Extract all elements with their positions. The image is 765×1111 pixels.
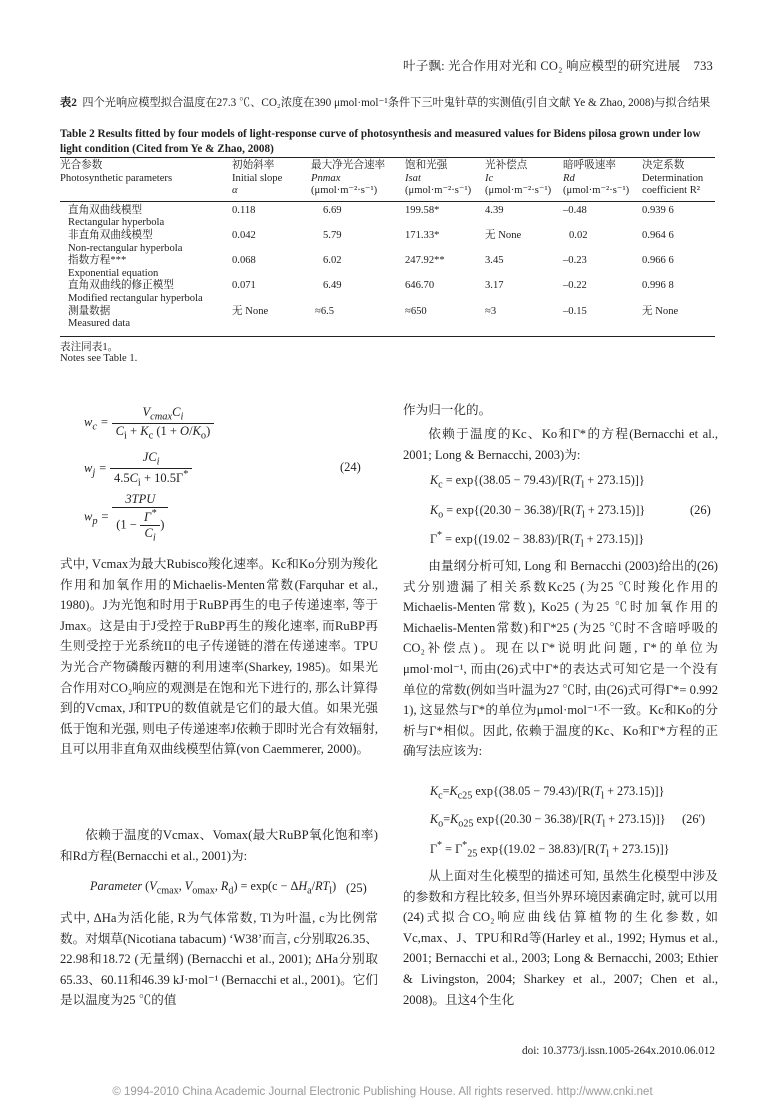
equation-kc-corrected: $K_c=K_{c25}$ $\exp\{(38.05 - 79.43)/[R(T_l + 273.15)]\}$	[430, 784, 665, 802]
right-paragraph-0: 作为归一化的。	[403, 403, 492, 417]
left-paragraph-3: 式中, ΔHa为活化能, R为气体常数, Tl为叶温, c为比例常数。对烟草(Nicotiana tabacum) ‘W38’而言, c分别取26.35、22.98和18.72 (无量纲) (Bernacchi et al., 2001); ΔHa分别取65.33、60.11和46.39 kJ·mol⁻¹ (Bernacchi et al., 2001)。它们是以温度为25 ℃的值	[60, 911, 378, 1008]
table-row: 直角双曲线模型 Rectangular hyperbola 0.118 6.69 199.58* 4.39 –0.48 0.939 6	[68, 204, 674, 229]
equation-26-number: (26)	[690, 503, 711, 517]
equation-kc: $K_c = \exp\{(38.05 - 79.43)/[R(T_l + 273.15)]\}$	[430, 473, 645, 491]
table-row: 非直角双曲线模型 Non-rectangular hyperbola 0.042 5.79 171.33* 无 None 0.02 0.964 6	[68, 229, 674, 254]
equation-wc: $w_c$ = $\frac{V_{cmax}C_i}{C_i + K_c (1 + O/K_o)}$	[84, 405, 214, 441]
table-note-cn: 表注同表1。	[60, 342, 119, 353]
table-bottom-rule	[60, 336, 715, 337]
page-number: 733	[693, 59, 713, 73]
results-table	[60, 160, 715, 331]
doi: doi: 10.3773/j.issn.1005-264x.2010.06.012	[522, 1045, 715, 1057]
left-paragraph-2: 依赖于温度的Vcmax、Vomax(最大RuBP氧化饱和率)和Rd方程(Bernacchi et al., 2001)为:	[60, 828, 378, 863]
table-caption-en: Table 2 Results fitted by four models of light-response curve of photosynthesis and measured values for Bidens pilosa grown under low light condition (Cited from Ye & Zhao, 2008)	[60, 128, 701, 155]
equation-wj: $w_j$ = $\frac{JC_i}{4.5C_i + 10.5\Gamma^*}$	[84, 450, 192, 488]
table-row: 测量数据 Measured data 无 None ≈6.5 ≈650 ≈3 –0.15 无 None	[68, 305, 679, 330]
table-top-rule	[60, 157, 715, 158]
table-note-en: Notes see Table 1.	[60, 353, 138, 364]
left-paragraph-1: 式中, Vcmax为最大Rubisco羧化速率。Kc和Ko分别为羧化作用和加氧作用的Michaelis-Menten常数(Farquhar et al., 1980)。J为光饱和时用于RuBP再生的电子传递速率, 等于Jmax。这是由于J受控于RuBP再生的羧化速率, 而RuBP再生则受控于光系统II的电子传递链的潜在传递速率。TPU为光合产物磷酸丙糖的利用速率(Sharkey, 1985)。如果光合作用对CO₂响应的观测是在饱和光下进行的, 那么计算得到的Vcmax, J和TPU的数值就是它们的最大值。如果光强低于饱和光强, 则电子传递速率J依赖于即时光合有效辐射, 且可以用非直角双曲线模型估算(von Caemmerer, 2000)。	[60, 557, 378, 757]
right-paragraph-2: 由量纲分析可知, Long 和 Bernacchi (2003)给出的(26)式分别遗漏了相关系数Kc25 (为25 ℃时羧化作用的Michaelis-Menten常数), Ko25 (为25 ℃时加氧作用的Michaelis-Menten常数)和Γ*25 (为25 ℃时不含暗呼吸的CO₂补偿点)。现在以Γ*说明此问题, Γ*的单位为μmol·mol⁻¹, 而由(26)式中Γ*的表达式可知它是一个没有单位的常数(例如当叶温为27 ℃时, 由(26)式可得Γ*= 0.992 1), 这显然与Γ*的单位为μmol·mol⁻¹不一致。Kc和Ko的分析与Γ*相似。因此, 依赖于温度的Kc、Ko和Γ*方程的正确写法应该为:	[403, 559, 718, 759]
equation-26-prime-number: (26')	[682, 812, 706, 826]
equation-ko-corrected: $K_o=K_{o25}$ $\exp\{(20.30 - 36.38)/[R(T_l + 273.15)]\}$	[430, 812, 666, 830]
table-row: 指数方程*** Exponential equation 0.068 6.02 247.92** 3.45 –0.23 0.966 6	[68, 255, 674, 279]
running-header	[403, 56, 713, 74]
equation-25: Parameter ($V_{cmax}$, $V_{omax}$, $R_d) = \exp(c - \Delta H_a/RT_l)$	[90, 879, 337, 897]
equation-wp: $w_p$ = 3TPU (1 − $\frac{\Gamma^*}{C_i}$ )	[84, 492, 168, 544]
table-row: 直角双曲线的修正模型 Modified rectangular hyperbola 0.071 6.49 646.70 3.17 –0.22 0.996 8	[68, 280, 674, 304]
running-title: 叶子飘: 光合作用对光和 CO₂ 响应模型的研究进展	[403, 59, 681, 73]
table-header-row: 光合参数 Photosynthetic parameters 初始斜率 Initial slope α 最大净光合速率 Pnmax (μmol·m⁻²·s⁻¹) 饱和光强 Isat (μmol·m⁻²·s⁻¹) 光补偿点 Ic (μmol·m⁻²·s⁻¹) 暗呼吸速率 Rd (μmol·m⁻²·s⁻¹) 决定系数 Determination coefficient R²	[60, 160, 704, 197]
equation-gamma-corrected: $\Gamma^* = \Gamma^*_{25}$ $\exp\{(19.02 - 38.83)/[R(T_l + 273.15)]\}$	[430, 840, 670, 860]
equation-24-number: (24)	[340, 460, 361, 474]
table-caption-cn: 表2 四个光响应模型拟合温度在27.3 ℃、CO₂浓度在390 μmol·mol⁻¹条件下三叶鬼针草的实测值(引自文献 Ye & Zhao, 2008)与拟合结果	[60, 97, 711, 109]
equation-gamma: $\Gamma^* = \exp\{(19.02 - 38.83)/[R(T_l + 273.15)]\}$	[430, 530, 645, 550]
equation-ko: $K_o = \exp\{(20.30 - 36.38)/[R(T_l + 273.15)]\}$	[430, 503, 646, 521]
equation-25-number: (25)	[346, 881, 367, 895]
copyright-footer: © 1994-2010 China Academic Journal Electronic Publishing House. All rights reserved. http://www.cnki.net	[112, 1086, 653, 1098]
right-paragraph-1: 依赖于温度的Kc、Ko和Γ*的方程(Bernacchi et al., 2001; Long & Bernacchi, 2003)为:	[403, 427, 718, 462]
right-paragraph-3: 从上面对生化模型的描述可知, 虽然生化模型中涉及的参数和方程比较多, 但当外界环境因素确定时, 就可以用(24)式拟合CO₂响应曲线估算植物的生化参数, 如Vc,max、J、TPU和Rd等(Harley et al., 1992; Hymus et al., 2001; Bernacchi et al., 2003; Long & Bernacchi, 2003; Ethier & Livingston, 2004; Sharkey et al., 2007; Chen et al., 2008)。且这4个生化	[403, 869, 718, 1007]
